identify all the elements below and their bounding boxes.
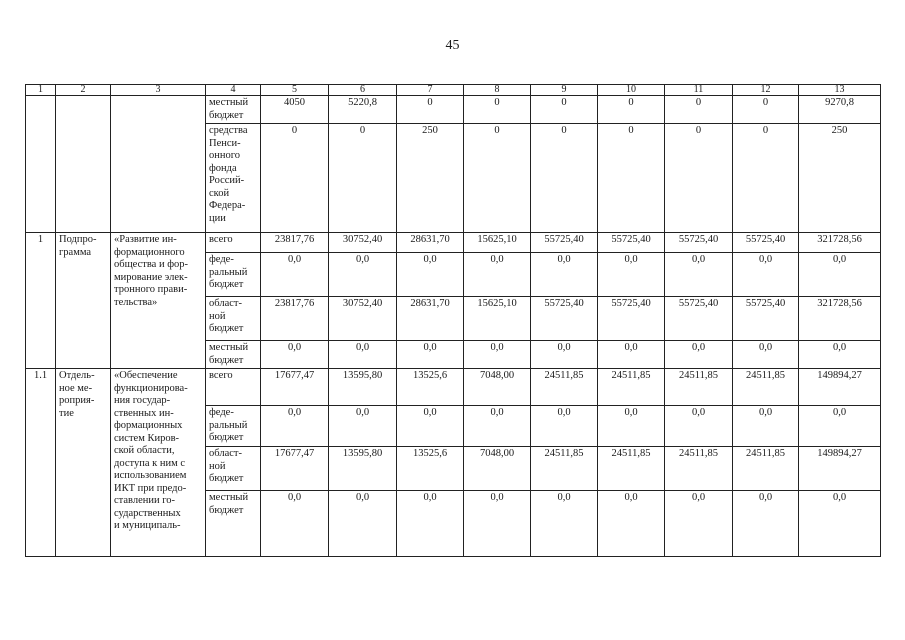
table-body [26,85,881,557]
funding-source-cell: местный бюджет [206,491,261,557]
value-cell: 13595,80 [329,447,397,491]
funding-source-cell: феде- ральный бюджет [206,406,261,447]
value-cell: 0,0 [665,491,733,557]
value-cell: 0,0 [464,491,531,557]
column-header: 2 [56,85,111,96]
value-cell: 0 [329,124,397,233]
table-row [26,233,881,253]
value-cell: 30752,40 [329,297,397,341]
value-cell: 17677,47 [261,369,329,406]
item-name-cell: «Развитие ин- формационного общества и фор- мирование элек- тронного прави- тельства» [111,233,206,369]
value-cell: 0,0 [799,253,881,297]
value-cell: 149894,27 [799,447,881,491]
value-cell: 0,0 [329,491,397,557]
table-row [26,369,881,406]
value-cell: 0 [531,124,598,233]
value-cell: 13595,80 [329,369,397,406]
value-cell: 4050 [261,96,329,124]
value-cell: 0,0 [261,491,329,557]
column-header: 9 [531,85,598,96]
item-number-cell: 1.1 [26,369,56,557]
value-cell: 28631,70 [397,233,464,253]
value-cell: 0,0 [598,253,665,297]
column-header: 7 [397,85,464,96]
value-cell: 0 [397,96,464,124]
value-cell: 0 [665,96,733,124]
value-cell: 0,0 [464,253,531,297]
value-cell: 0 [733,124,799,233]
value-cell: 250 [397,124,464,233]
value-cell: 0 [598,124,665,233]
value-cell: 0 [464,124,531,233]
value-cell: 0,0 [397,406,464,447]
value-cell: 321728,56 [799,297,881,341]
value-cell: 7048,00 [464,369,531,406]
value-cell: 55725,40 [733,297,799,341]
value-cell: 55725,40 [598,297,665,341]
column-header: 12 [733,85,799,96]
item-type-cell [56,96,111,233]
value-cell: 0,0 [799,341,881,369]
value-cell: 23817,76 [261,233,329,253]
value-cell: 28631,70 [397,297,464,341]
value-cell: 13525,6 [397,447,464,491]
value-cell: 15625,10 [464,297,531,341]
value-cell: 0,0 [329,341,397,369]
value-cell: 0,0 [531,491,598,557]
column-header: 8 [464,85,531,96]
value-cell: 0,0 [733,491,799,557]
value-cell: 0,0 [733,253,799,297]
value-cell: 0,0 [464,341,531,369]
value-cell: 0,0 [799,406,881,447]
value-cell: 0 [531,96,598,124]
value-cell: 0,0 [261,406,329,447]
column-header: 1 [26,85,56,96]
value-cell: 0,0 [464,406,531,447]
value-cell: 55725,40 [598,233,665,253]
value-cell: 55725,40 [665,233,733,253]
column-header: 6 [329,85,397,96]
value-cell: 0,0 [329,253,397,297]
value-cell: 0,0 [397,491,464,557]
value-cell: 0,0 [665,341,733,369]
column-header: 11 [665,85,733,96]
item-name-cell: «Обеспечение функционирова- ния государ- ственных ин- формационных систем Киров- ской области, доступа к ним с использованием ИКТ при предо- ставлении го- сударственных и муниципаль- [111,369,206,557]
column-header: 5 [261,85,329,96]
value-cell: 0,0 [598,491,665,557]
value-cell: 55725,40 [665,297,733,341]
funding-source-cell: местный бюджет [206,96,261,124]
value-cell: 0,0 [665,253,733,297]
value-cell: 0 [598,96,665,124]
funding-source-cell: феде- ральный бюджет [206,253,261,297]
page-number: 45 [445,38,460,53]
value-cell: 24511,85 [733,447,799,491]
value-cell: 321728,56 [799,233,881,253]
column-header: 4 [206,85,261,96]
value-cell: 0,0 [261,341,329,369]
value-cell: 0 [665,124,733,233]
value-cell: 24511,85 [598,447,665,491]
value-cell: 24511,85 [665,447,733,491]
value-cell: 55725,40 [733,233,799,253]
value-cell: 17677,47 [261,447,329,491]
value-cell: 149894,27 [799,369,881,406]
budget-table [25,84,881,557]
value-cell: 0 [733,96,799,124]
value-cell: 13525,6 [397,369,464,406]
value-cell: 9270,8 [799,96,881,124]
funding-source-cell: средства Пенси- онного фонда Россий- ской Федера- ции [206,124,261,233]
column-header: 10 [598,85,665,96]
value-cell: 15625,10 [464,233,531,253]
value-cell: 0,0 [397,253,464,297]
value-cell: 55725,40 [531,297,598,341]
value-cell: 30752,40 [329,233,397,253]
column-header: 13 [799,85,881,96]
funding-source-cell: област- ной бюджет [206,297,261,341]
value-cell: 24511,85 [665,369,733,406]
value-cell: 0 [261,124,329,233]
value-cell: 0,0 [531,406,598,447]
value-cell: 0,0 [733,406,799,447]
value-cell: 0 [464,96,531,124]
value-cell: 24511,85 [598,369,665,406]
value-cell: 0,0 [598,406,665,447]
value-cell: 0,0 [397,341,464,369]
value-cell: 0,0 [261,253,329,297]
value-cell: 0,0 [531,341,598,369]
value-cell: 0,0 [665,406,733,447]
value-cell: 0,0 [598,341,665,369]
value-cell: 23817,76 [261,297,329,341]
value-cell: 24511,85 [531,447,598,491]
value-cell: 0,0 [531,253,598,297]
item-name-cell [111,96,206,233]
funding-source-cell: област- ной бюджет [206,447,261,491]
value-cell: 250 [799,124,881,233]
column-header: 3 [111,85,206,96]
item-number-cell: 1 [26,233,56,369]
item-type-cell: Подпро- грамма [56,233,111,369]
value-cell: 0,0 [733,341,799,369]
value-cell: 55725,40 [531,233,598,253]
value-cell: 0,0 [329,406,397,447]
item-number-cell [26,96,56,233]
funding-source-cell: местный бюджет [206,341,261,369]
table-header-row [26,85,881,96]
funding-source-cell: всего [206,233,261,253]
value-cell: 24511,85 [733,369,799,406]
value-cell: 0,0 [799,491,881,557]
value-cell: 7048,00 [464,447,531,491]
item-type-cell: Отдель- ное ме- роприя- тие [56,369,111,557]
table-row [26,96,881,124]
value-cell: 24511,85 [531,369,598,406]
value-cell: 5220,8 [329,96,397,124]
funding-source-cell: всего [206,369,261,406]
